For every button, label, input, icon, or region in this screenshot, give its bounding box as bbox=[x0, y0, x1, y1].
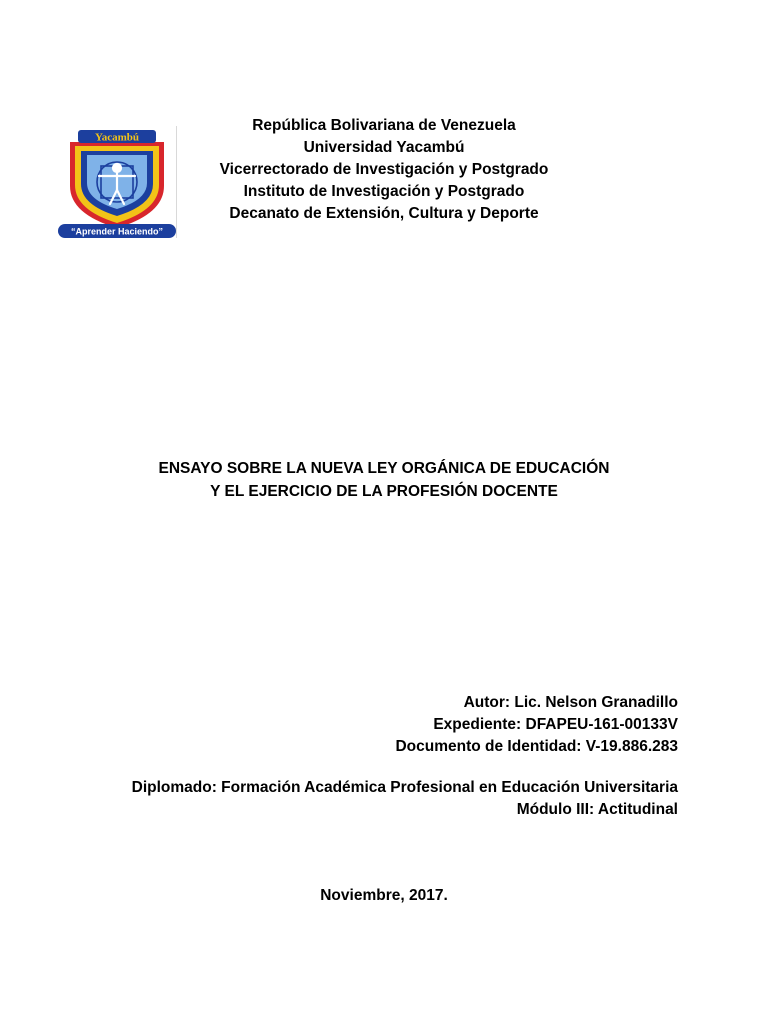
document-date: Noviembre, 2017. bbox=[320, 887, 448, 904]
author-file-number: Expediente: DFAPEU-161-00133V bbox=[433, 716, 678, 733]
author-block bbox=[395, 692, 678, 758]
title-line-2: Y EL EJERCICIO DE LA PROFESIÓN DOCENTE bbox=[210, 483, 558, 500]
essay-title bbox=[84, 457, 684, 503]
header-institute: Instituto de Investigación y Postgrado bbox=[243, 183, 525, 200]
diploma-program: Diplomado: Formación Académica Profesional en Educación Universitaria bbox=[131, 779, 678, 796]
header-university: Universidad Yacambú bbox=[303, 139, 465, 156]
header-country: República Bolivariana de Venezuela bbox=[252, 117, 516, 134]
logo-top-text: Yacambú bbox=[94, 131, 140, 144]
title-line-1: ENSAYO SOBRE LA NUEVA LEY ORGÁNICA DE EDUCACIÓN bbox=[158, 460, 610, 477]
author-id-document: Documento de Identidad: V-19.886.283 bbox=[395, 738, 678, 755]
author-name: Autor: Lic. Nelson Granadillo bbox=[463, 694, 678, 711]
header-vicerrectorado: Vicerrectorado de Investigación y Postgrado bbox=[219, 161, 549, 178]
header-decanato: Decanato de Extensión, Cultura y Deporte bbox=[229, 205, 539, 222]
diploma-block bbox=[132, 777, 678, 821]
diploma-module: Módulo III: Actitudinal bbox=[516, 801, 678, 818]
logo-motto: “Aprender Haciendo” bbox=[70, 226, 164, 237]
institution-header bbox=[150, 115, 618, 225]
